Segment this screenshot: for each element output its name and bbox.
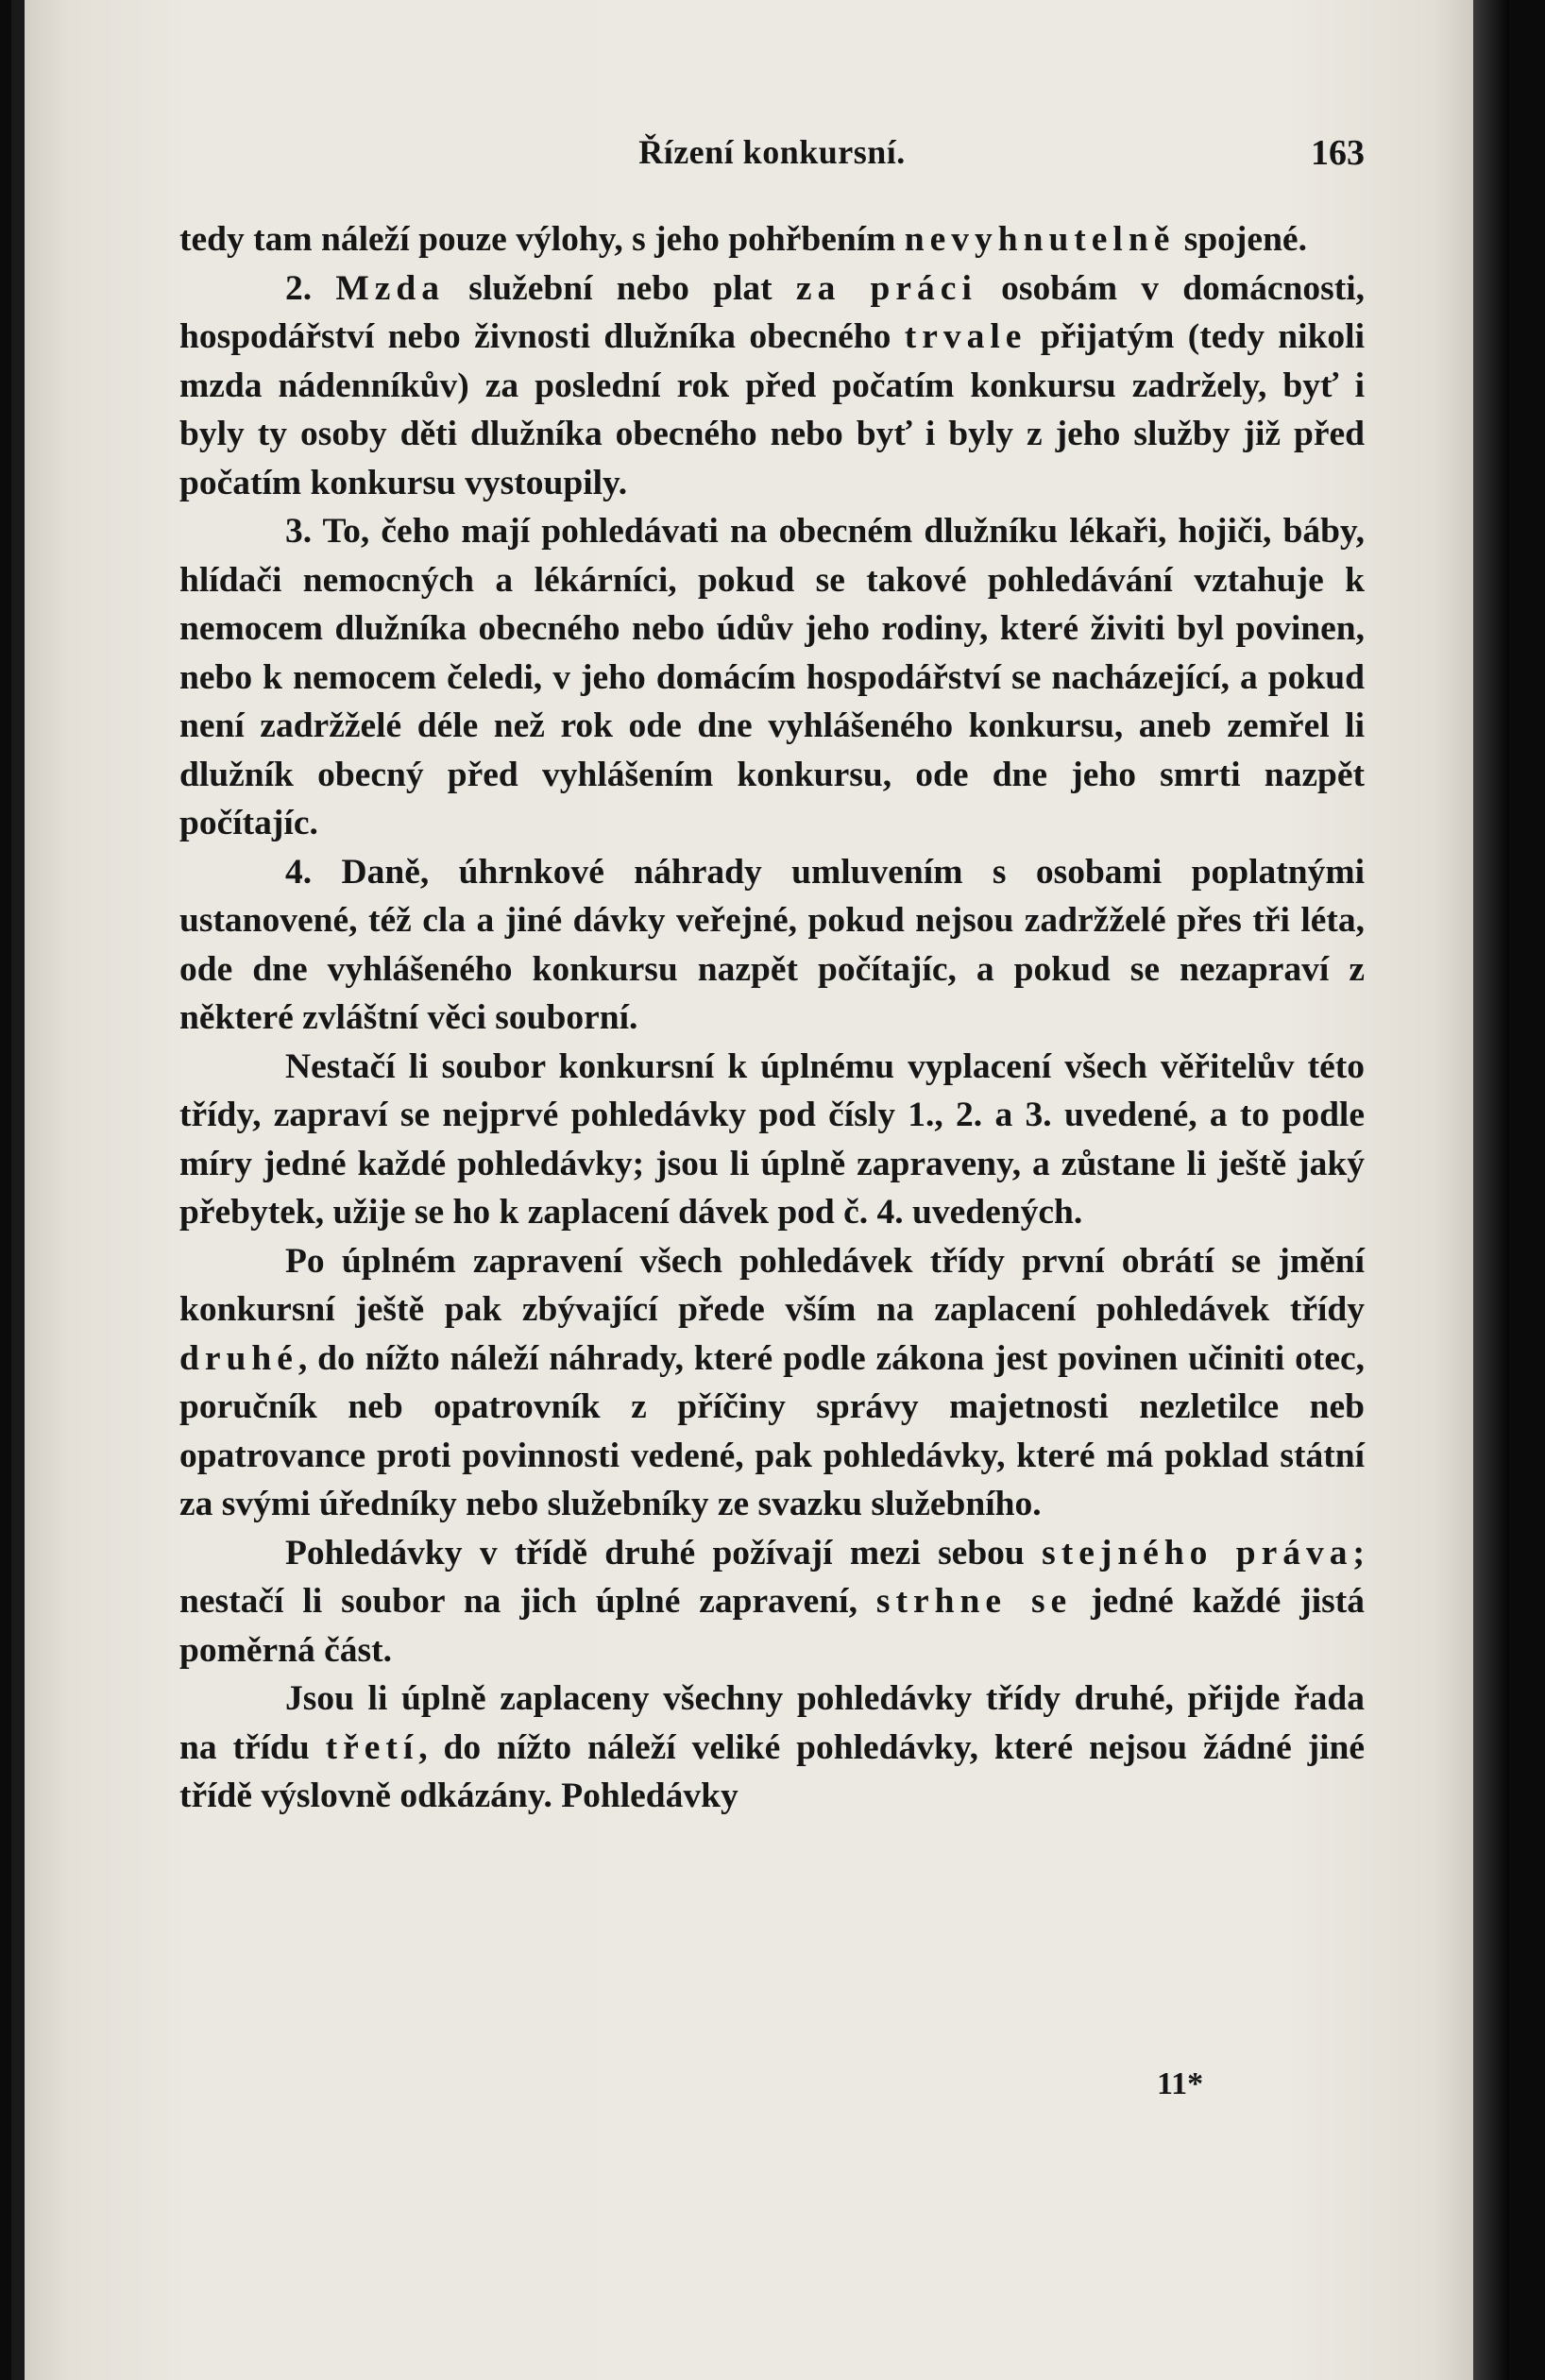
page-edge-shadow — [1473, 0, 1509, 2380]
paragraph-p5 — [179, 1237, 1365, 1529]
paragraph-p6 — [179, 1529, 1365, 1675]
page-number: 163 — [1311, 133, 1365, 173]
emphasized-spaced-text: Mzda — [335, 268, 446, 308]
emphasized-spaced-text: stejného práva — [1042, 1533, 1353, 1572]
paragraph-p7 — [179, 1674, 1365, 1821]
emphasized-spaced-text: strhne se — [875, 1582, 1073, 1621]
text-run: Po úplném zapravení všech pohledávek třídy první obrátí se jmění konkursní ještě pak zbývající přede vším na zaplacení pohledávek třídy — [179, 1241, 1365, 1329]
paragraph-p2 — [179, 507, 1365, 848]
text-run: 2. — [285, 268, 336, 308]
text-run: Jsou li úplně zaplaceny všechny pohledávky třídy druhé, přijde řada na třídu — [179, 1679, 1365, 1767]
book-spine-shadow — [11, 0, 25, 2380]
text-run: , do nížto náleží náhrady, které podle zákona jest povinen učiniti otec, poručník neb opatrovník z příčiny správy majetnosti nezletilce neb opatrovance proti povinnosti vedené, pak pohledávky, které má poklad státní za svými úředníky nebo služebníky ze svazku služebního. — [179, 1338, 1365, 1523]
text-run: tedy tam náleží pouze výlohy, s jeho pohřbením — [179, 220, 905, 259]
text-run: osobám v domácnosti, hospodářství nebo živnosti dlužníka obecného — [179, 268, 1366, 356]
text-run: služební nebo plat — [445, 268, 796, 308]
emphasized-spaced-text: nevyhnutelně — [904, 220, 1176, 259]
printer-signature-mark: 11* — [1157, 2066, 1204, 2101]
text-run: Nestačí li soubor konkursní k úplnému vyplacení všech věřitelův této třídy, zapraví se nejprvé pohledávky pod čísly 1., 2. a 3. uvedené, a to podle míry jedné každé pohledávky; jsou li úplně zapraveny, a zůstane li ještě jaký přebytek, užije se ho k zaplacení dávek pod č. 4. uvedených. — [179, 1046, 1365, 1232]
text-run: přijatým (tedy nikoli mzda nádenníkův) za poslední rok před počatím konkursu zadržely, byť i byly ty osoby děti dlužníka obecného nebo byť i byly z jeho služby již před počatím konkursu vystoupily. — [179, 317, 1366, 502]
body-text — [179, 215, 1365, 1821]
paragraph-p1 — [179, 264, 1365, 508]
page-header — [179, 132, 1365, 189]
emphasized-spaced-text: trvale — [904, 317, 1027, 356]
emphasized-spaced-text: druhé — [179, 1338, 298, 1378]
paragraph-p0 — [179, 215, 1365, 264]
paragraph-p4 — [179, 1043, 1365, 1237]
text-run: 3. To, čeho mají pohledávati na obecném dlužníku lékaři, hojiči, báby, hlídači nemocných a lékárníci, pokud se takové pohledávání vztahuje k nemocem dlužníka obecného nebo údův jeho rodiny, které živiti byl povinen, nebo k nemocem čeledi, v jeho domácím hospodářství se nacházející, a pokud není zadržželé déle než rok ode dne vyhlášeného konkursu, aneb zemřel li dlužník obecný před vyhlášením konkursu, ode dne jeho smrti nazpět počítajíc. — [179, 512, 1365, 842]
text-run: Pohledávky v třídě druhé požívají mezi sebou — [285, 1533, 1043, 1572]
text-run: spojené. — [1175, 220, 1307, 259]
text-run: 4. Daně, úhrnkové náhrady umluvením s osobami poplatnými ustanovené, též cla a jiné dávky veřejné, pokud nejsou zadržželé přes tři léta, ode dne vyhlášeného konkursu nazpět počítajíc, a pokud se nezapraví z některé zvláštní věci souborní. — [179, 852, 1365, 1037]
running-title: Řízení konkursní. — [638, 133, 906, 171]
paragraph-p3 — [179, 848, 1365, 1043]
text-run: , do nížto náleží veliké pohledávky, které nejsou žádné jiné třídě výslovně odkázány. Pohledávky — [179, 1727, 1366, 1815]
text-run: ; nestačí li soubor na jich úplné zapravení, — [179, 1533, 1365, 1621]
text-run: jedné každé jistá poměrná část. — [179, 1582, 1365, 1670]
emphasized-spaced-text: za práci — [795, 268, 977, 308]
emphasized-spaced-text: třetí — [325, 1727, 419, 1767]
